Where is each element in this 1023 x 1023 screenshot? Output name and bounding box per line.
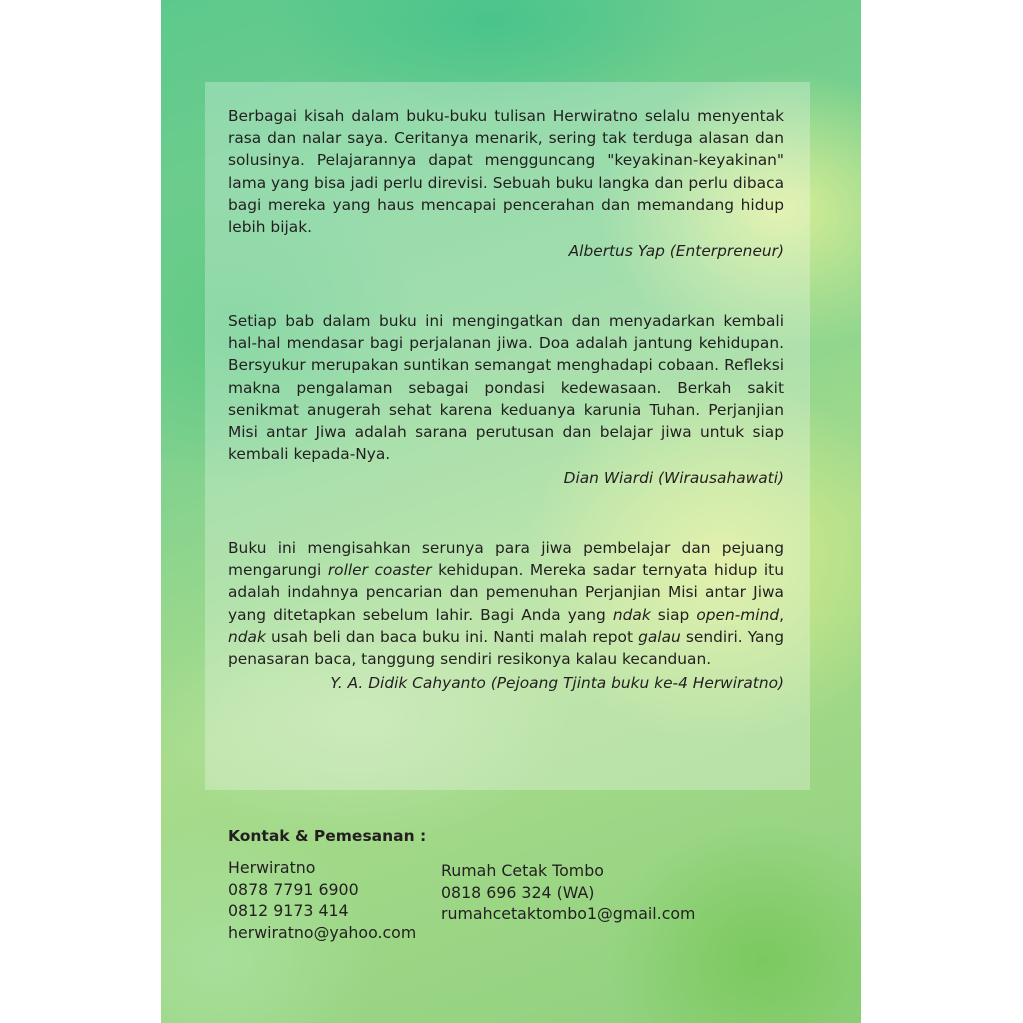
- testimonial-1: [228, 105, 784, 262]
- contact-printer-name: Rumah Cetak Tombo: [441, 861, 604, 880]
- testimonial-3-text-part: usah beli dan baca buku ini. Nanti malah repot: [265, 627, 639, 646]
- testimonial-3-text-part: ,: [779, 605, 785, 624]
- testimonial-3-text-part: Buku ini mengisahkan serunya para jiwa pembelajar dan pejuang mengarungi: [228, 539, 784, 580]
- testimonial-1-attribution: Albertus Yap (Enterpreneur): [568, 242, 784, 261]
- testimonial-3-attribution: Y. A. Didik Cahyanto (Pejoang Tjinta buku ke-4 Herwiratno): [330, 674, 784, 693]
- testimonial-3-italic-ndak: ndak: [612, 605, 651, 624]
- book-back-cover: [161, 0, 861, 1023]
- testimonial-2: [228, 310, 784, 490]
- contact-title: Kontak & Pemesanan :: [228, 827, 427, 845]
- testimonial-3-italic-ndak: ndak: [228, 627, 266, 646]
- contact-printer-phone: 0818 696 324 (WA): [441, 882, 595, 902]
- testimonial-3-text-part: kehidupan. Mereka sadar ternyata hidup itu adalah indahnya pencarian dan pemenuhan Perjanjian Misi antar Jiwa yang ditetapkan sebelum lahir. Bagi Anda yang: [228, 561, 784, 624]
- contact-author-block: [228, 857, 416, 943]
- testimonial-3: [228, 537, 784, 694]
- testimonial-3-text: [228, 537, 784, 670]
- testimonial-3-text-part: siap: [650, 605, 697, 624]
- testimonial-3-italic-roller-coaster: roller coaster: [327, 561, 432, 580]
- contact-author-phone-2: 0812 9173 414: [228, 901, 349, 920]
- testimonial-3-italic-open-mind: open-mind: [696, 605, 780, 624]
- testimonial-2-text: Setiap bab dalam buku ini mengingatkan dan menyadarkan kembali hal-hal mendasar bagi perjalanan jiwa. Doa adalah jantung kehidupan. Bersyukur merupakan suntikan semangat menghadapi cobaan. Refleksi makna pengalaman sebagai pondasi kedewasaan. Berkah sakit senikmat anugerah sehat karena keduanya karunia Tuhan. Perjanjian Misi antar Jiwa adalah sarana perutusan dan belajar jiwa untuk siap kembali kepada-Nya.: [228, 312, 784, 464]
- contact-author-email: herwiratno@yahoo.com: [228, 922, 417, 942]
- contact-printer-email: rumahcetaktombo1@gmail.com: [441, 904, 696, 923]
- testimonial-1-text: Berbagai kisah dalam buku-buku tulisan Herwiratno selalu menyentak rasa dan nalar saya. Ceritanya menarik, sering tak terduga alasan dan solusinya. Pelajarannya dapat mengguncang "keyakinan-keyakinan" lama yang bisa jadi perlu direvisi. Sebuah buku langka dan perlu dibaca bagi mereka yang haus mencapai pencerahan dan memandang hidup lebih bijak.: [228, 107, 784, 237]
- testimonial-3-italic-galau: galau: [638, 627, 681, 646]
- contact-author-name: Herwiratno: [228, 858, 316, 877]
- contact-printer-block: [441, 860, 695, 925]
- contact-author-phone-1: 0878 7791 6900: [228, 879, 359, 899]
- testimonial-2-attribution: Dian Wiardi (Wirausahawati): [563, 469, 784, 488]
- testimonial-3-text-part: sendiri. Yang penasaran baca, tanggung sendiri resikonya kalau kecanduan.: [228, 627, 784, 669]
